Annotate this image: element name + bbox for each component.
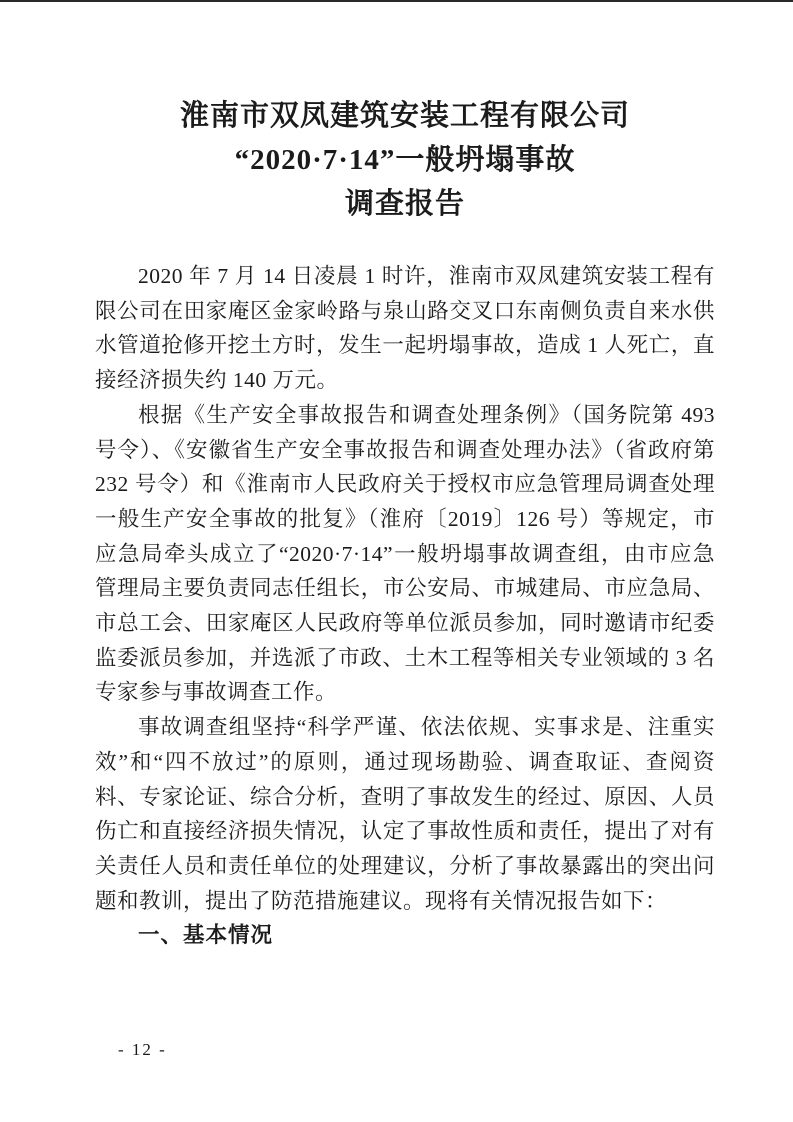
section-heading-basic-situation: 一、基本情况 xyxy=(138,923,274,948)
page-number: - 12 - xyxy=(118,1040,167,1059)
paragraph-investigation-principles: 事故调查组坚持“科学严谨、依法依规、实事求是、注重实效”和“四不放过”的原则，通过现场勘验、调查取证、查阅资料、专家论证、综合分析，查明了事故发生的经过、原因、人员伤亡和直接经济损失情况，认定了事故性质和责任，提出了对有关责任人员和责任单位的处理建议，分析了事故暴露出的突出问题和教训，提出了防范措施建议。现将有关情况报告如下： xyxy=(95,715,715,913)
report-body xyxy=(95,259,715,953)
paragraph-investigation-basis: 根据《生产安全事故报告和调查处理条例》（国务院第 493 号令）、《安徽省生产安全事故报告和调查处理办法》（省政府第 232 号令）和《淮南市人民政府关于授权市应急管理局调查处理一般生产安全事故的批复》（淮府〔2019〕126 号）等规定，市应急局牵头成立了“2020·7·14”一般坍塌事故调查组，由市应急管理局主要负责同志任组长，市公安局、市城建局、市应急局、市总工会、田家庵区人民政府等单位派员参加，同时邀请市纪委监委派员参加，并选派了市政、土木工程等相关专业领域的 3 名专家参与事故调查工作。 xyxy=(95,402,715,705)
report-title-line-company: 淮南市双凤建筑安装工程有限公司 xyxy=(179,100,630,132)
paragraph-accident-overview: 2020 年 7 月 14 日凌晨 1 时许，淮南市双凤建筑安装工程有限公司在田家庵区金家岭路与泉山路交叉口东南侧负责自来水供水管道抢修开挖土方时，发生一起坍塌事故，造成 1 人死亡，直接经济损失约 140 万元。 xyxy=(95,264,715,393)
scan-artifact-top-edge xyxy=(0,0,793,2)
report-title xyxy=(95,94,715,226)
report-title-line-report: 调查报告 xyxy=(344,188,465,220)
report-title-line-accident: “2020·7·14”一般坍塌事故 xyxy=(234,144,576,176)
